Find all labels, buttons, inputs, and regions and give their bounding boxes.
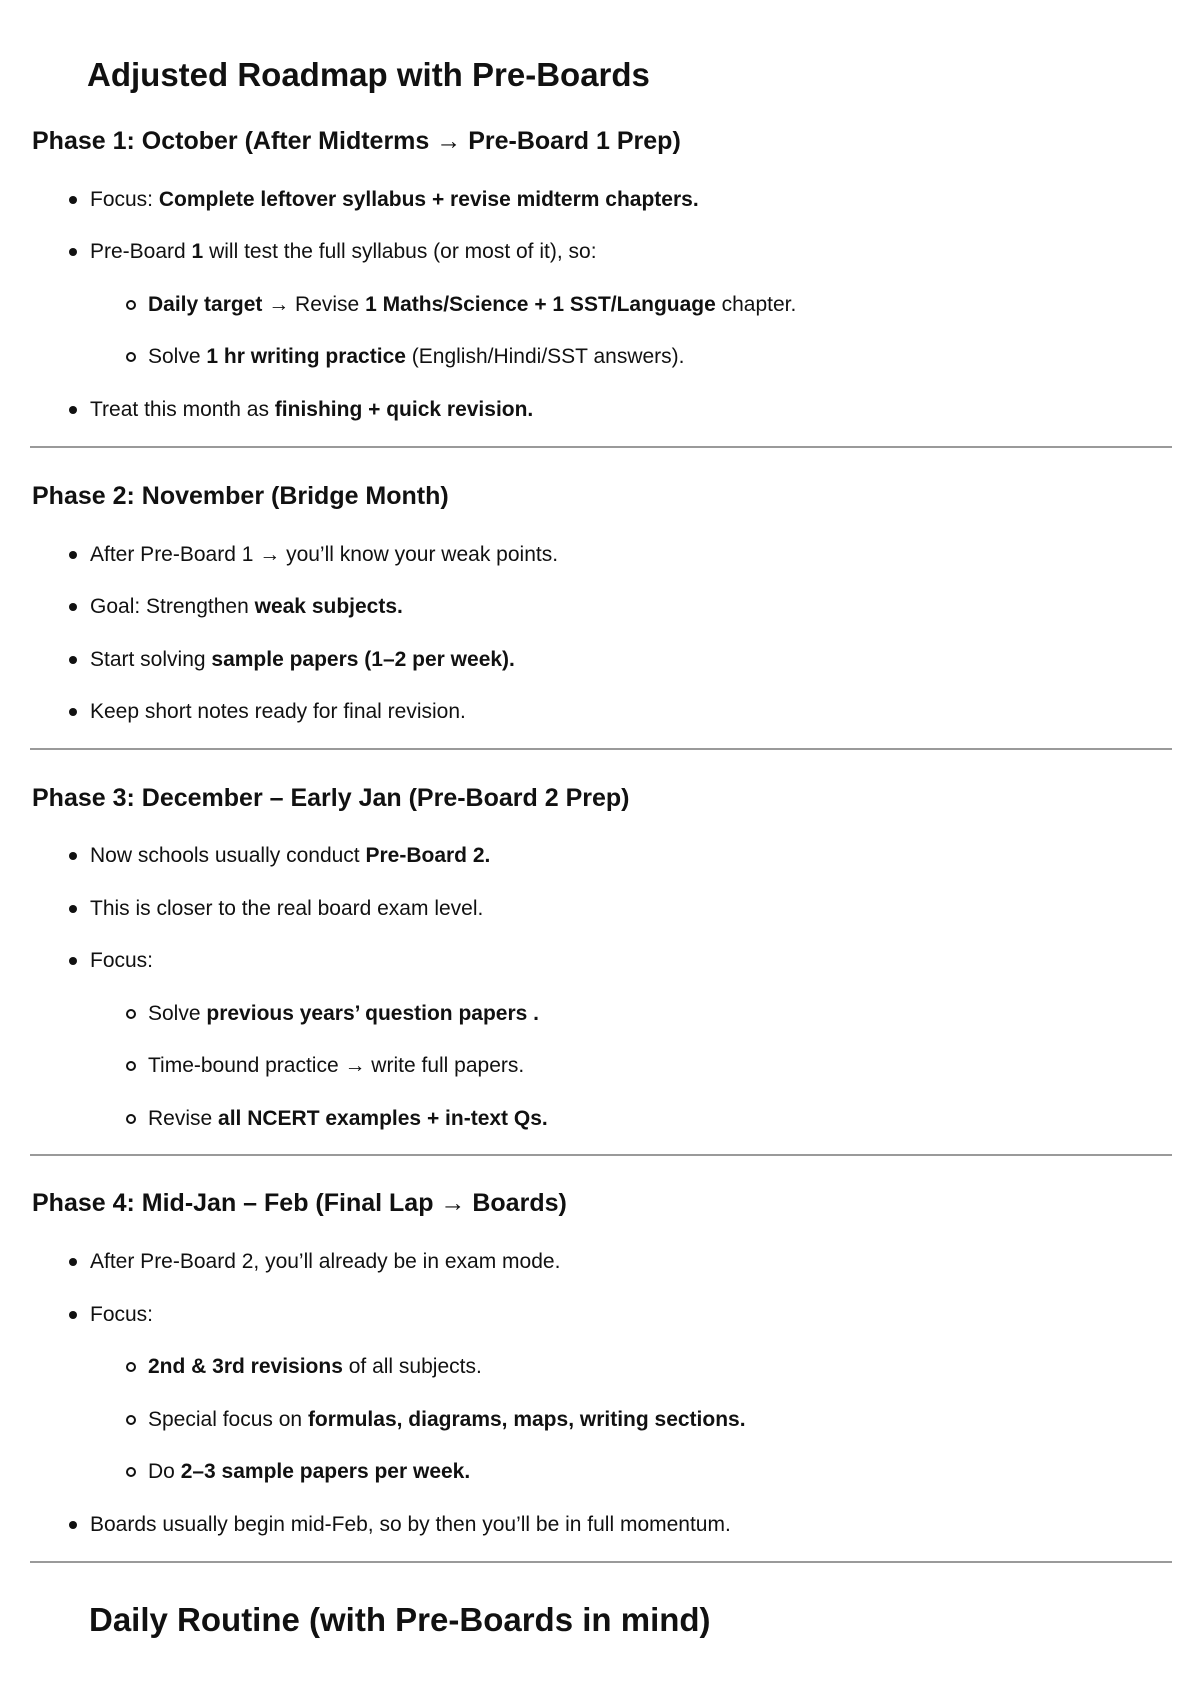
sub-bullet-icon — [126, 1009, 136, 1019]
phase-1-bullet-1: Focus: Complete leftover syllabus + revise midterm chapters. — [90, 189, 699, 210]
bullet-icon — [69, 957, 77, 965]
section-divider — [30, 748, 1172, 750]
phase-4-sub-bullet-1: 2nd & 3rd revisions of all subjects. — [148, 1356, 482, 1377]
phase-2-heading: Phase 2: November (Bridge Month) — [32, 482, 449, 510]
sub-bullet-icon — [126, 1061, 136, 1071]
phase-3-sub-bullet-3: Revise all NCERT examples + in-text Qs. — [148, 1108, 548, 1129]
sub-bullet-icon — [126, 300, 136, 310]
bullet-icon — [69, 1521, 77, 1529]
sub-bullet-icon — [126, 1415, 136, 1425]
sub-bullet-icon — [126, 352, 136, 362]
phase-4-bullet-2: Focus: — [90, 1304, 153, 1325]
bullet-icon — [69, 248, 77, 256]
bullet-icon — [69, 603, 77, 611]
phase-1-bullet-3: Treat this month as finishing + quick revision. — [90, 399, 533, 420]
bullet-icon — [69, 406, 77, 414]
bullet-icon — [69, 905, 77, 913]
phase-1-sub-bullet-1: Daily target → Revise 1 Maths/Science + 1 SST/Language chapter. — [148, 294, 796, 315]
bullet-icon — [69, 656, 77, 664]
bullet-icon — [69, 196, 77, 204]
phase-3-heading: Phase 3: December – Early Jan (Pre-Board 2 Prep) — [32, 784, 630, 812]
bullet-icon — [69, 852, 77, 860]
sub-bullet-icon — [126, 1467, 136, 1477]
section-divider — [30, 1561, 1172, 1563]
sub-bullet-icon — [126, 1362, 136, 1372]
section-divider — [30, 1154, 1172, 1156]
bullet-icon — [69, 551, 77, 559]
section-divider — [30, 446, 1172, 448]
phase-3-bullet-3: Focus: — [90, 950, 153, 971]
phase-3-sub-bullet-2: Time-bound practice → write full papers. — [148, 1055, 524, 1076]
phase-1-bullet-2: Pre-Board 1 will test the full syllabus (or most of it), so: — [90, 241, 597, 262]
phase-4-bullet-3: Boards usually begin mid-Feb, so by then you’ll be in full momentum. — [90, 1514, 731, 1535]
phase-3-sub-bullet-1: Solve previous years’ question papers . — [148, 1003, 539, 1024]
phase-2-bullet-4: Keep short notes ready for final revision. — [90, 701, 466, 722]
phase-2-bullet-2: Goal: Strengthen weak subjects. — [90, 596, 403, 617]
phase-3-bullet-2: This is closer to the real board exam level. — [90, 898, 483, 919]
phase-4-heading: Phase 4: Mid-Jan – Feb (Final Lap → Boards) — [32, 1189, 567, 1217]
phase-4-sub-bullet-2: Special focus on formulas, diagrams, maps, writing sections. — [148, 1409, 746, 1430]
sub-bullet-icon — [126, 1114, 136, 1124]
phase-4-bullet-1: After Pre-Board 2, you’ll already be in exam mode. — [90, 1251, 560, 1272]
phase-2-bullet-1: After Pre-Board 1 → you’ll know your weak points. — [90, 544, 558, 565]
phase-1-sub-bullet-2: Solve 1 hr writing practice (English/Hindi/SST answers). — [148, 346, 685, 367]
bullet-icon — [69, 1311, 77, 1319]
phase-3-bullet-1: Now schools usually conduct Pre-Board 2. — [90, 845, 490, 866]
bullet-icon — [69, 1258, 77, 1266]
document-title: Adjusted Roadmap with Pre-Boards — [87, 56, 650, 93]
phase-1-heading: Phase 1: October (After Midterms → Pre-Board 1 Prep) — [32, 127, 681, 155]
routine-heading: Daily Routine (with Pre-Boards in mind) — [89, 1601, 711, 1638]
phase-4-sub-bullet-3: Do 2–3 sample papers per week. — [148, 1461, 470, 1482]
phase-2-bullet-3: Start solving sample papers (1–2 per week). — [90, 649, 515, 670]
bullet-icon — [69, 708, 77, 716]
